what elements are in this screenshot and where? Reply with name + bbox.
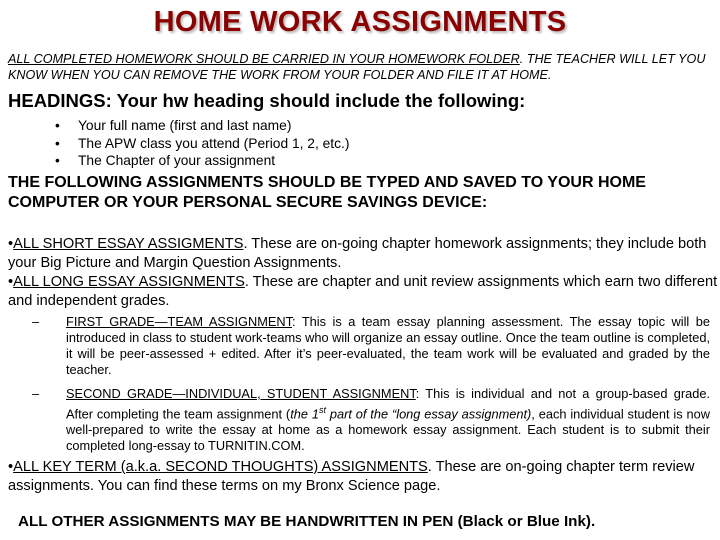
long-essay-paragraph [8,273,718,311]
long-essay-label: ALL LONG ESSAY ASSIGNMENTS [13,274,245,290]
list-item [55,152,349,170]
heading-item-text: The APW class you attend (Period 1, 2, etc.) [78,135,350,151]
heading-items-list [55,117,349,170]
list-item [55,117,349,135]
bullet-icon: • [8,236,14,252]
bullet-icon: • [8,459,14,475]
key-term-text: . These are on-going chapter term review assignments. You can find these terms on my Bronx Science page. [8,459,695,494]
headings-label: HEADINGS: Your hw heading should include the following: [8,90,526,111]
intro-rest: . THE TEACHER WILL LET YOU KNOW WHEN YOU CAN REMOVE THE WORK FROM YOUR FOLDER AND FILE IT AT HOME. [8,52,706,82]
short-essay-label: ALL SHORT ESSAY ASSIGMENTS [13,236,244,252]
bullet-icon: • [8,274,14,290]
key-term-paragraph [8,458,718,496]
short-essay-paragraph [8,235,718,273]
intro-underlined: ALL COMPLETED HOMEWORK SHOULD BE CARRIED IN YOUR HOMEWORK FOLDER [8,52,520,66]
heading-item-text: The Chapter of your assignment [78,153,276,168]
second-grade-italic-b: part of the “long essay assignment) [325,406,532,422]
short-essay-text: . These are on-going chapter homework assignments; they include both your Big Picture and Margin Question Assignments. [8,236,707,271]
page-title: HOME WORK ASSIGNMENTS [153,6,567,38]
key-term-label: ALL KEY TERM (a.k.a. SECOND THOUGHTS) ASSIGNMENTS [13,459,428,475]
second-grade-item [32,386,710,454]
list-item [55,135,349,153]
first-grade-label: FIRST GRADE—TEAM ASSIGNMENT [66,314,293,329]
bullet-icon: • [55,118,60,133]
long-essay-text: . These are chapter and unit review assignments which earn two different and independent grades. [8,274,718,309]
second-grade-label: SECOND GRADE—INDIVIDUAL, STUDENT ASSIGNMENT [66,386,416,401]
second-grade-text-a: : This is individual and not a group-based grade. After completing the team assignment ( [66,386,710,422]
typed-assignments-heading: THE FOLLOWING ASSIGNMENTS SHOULD BE TYPED AND SAVED TO YOUR HOME COMPUTER OR YOUR PERSONAL SECURE SAVINGS DEVICE: [8,174,646,211]
handwritten-note: ALL OTHER ASSIGNMENTS MAY BE HANDWRITTEN IN PEN (Black or Blue Ink). [18,513,596,530]
bullet-icon: • [55,153,60,168]
second-grade-text-b: , each individual student is now well-prepared to write the essay at home as a homework essay assignment. Each student is to submit their completed long-essay to TURNITIN.COM. [66,406,710,454]
second-grade-italic-a: the 1 [290,406,319,422]
bullet-icon: • [55,135,60,151]
dash-icon: – [32,386,40,401]
first-grade-item [32,314,710,378]
dash-icon: – [32,314,40,329]
intro-notice [8,51,714,83]
first-grade-text: : This is a team essay planning assessment. The essay topic will be introduced in class to student work-teams who will organize an essay outline. Once the team outline is completed, it will be peer-assessed + edited. After it’s peer-evaluated, the team work will be evaluated and graded by the teacher. [66,314,710,377]
second-grade-sup: st [318,405,326,415]
heading-item-text: Your full name (first and last name) [78,118,292,133]
